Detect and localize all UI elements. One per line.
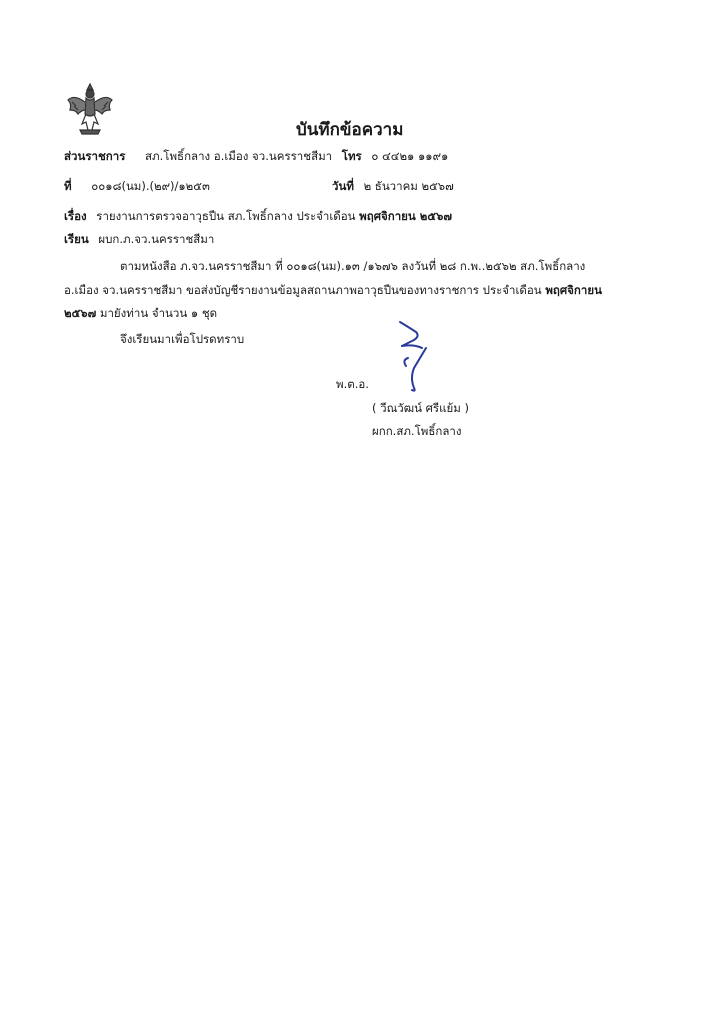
phone-label: โทร (341, 149, 362, 163)
subject-value: รายงานการตรวจอาวุธปืน สภ.โพธิ์กลาง ประจำเดือน (96, 209, 356, 223)
body-line-3-text: มายังท่าน จำนวน ๑ ชุด (99, 306, 218, 320)
body-line-2-text: อ.เมือง จว.นครราชสีมา ขอส่งบัญชีรายงานข้อมูลสถานภาพอาวุธปืนของทางราชการ ประจำเดือน (64, 283, 542, 297)
agency-label: ส่วนราชการ (64, 149, 126, 163)
body-line-2-month: พฤศจิกายน (545, 283, 602, 297)
subject-label: เรื่อง (64, 209, 87, 223)
body-line-3 (64, 305, 217, 321)
to-label: เรียน (64, 232, 89, 246)
memo-title: บันทึกข้อความ (296, 120, 404, 140)
ref-label: ที่ (64, 179, 72, 193)
closing-line: จึงเรียนมาเพื่อโปรดทราบ (120, 332, 245, 346)
body-line-2 (64, 282, 602, 298)
date-value: ๒ ธันวาคม ๒๕๖๗ (363, 179, 454, 193)
subject-month: พฤศจิกายน ๒๕๖๗ (359, 209, 452, 223)
subject-row (64, 208, 452, 224)
body-line-3-year: ๒๕๖๗ (64, 306, 97, 320)
signoff-rank: พ.ต.อ. (336, 377, 369, 391)
phone-value: ๐ ๔๔๒๑ ๑๑๙๑ (371, 149, 449, 163)
body-line-1: ตามหนังสือ ภ.จว.นครราชสีมา ที่ ๐๐๑๘(นม).๑๓ /๑๖๗๖ ลงวันที่ ๒๘ ก.พ..๒๕๖๒ สภ.โพธิ์กลาง (120, 259, 586, 273)
signoff-position: ผกก.สภ.โพธิ์กลาง (372, 424, 462, 438)
to-value: ผบก.ภ.จว.นครราชสีมา (98, 232, 215, 246)
ref-value: ๐๐๑๘(นม).(๒๙)/๑๒๕๓ (91, 179, 210, 193)
date-row (332, 178, 454, 194)
date-label: วันที่ (332, 179, 354, 193)
signoff-name: ( วีณวัฒน์ ศรีแย้ม ) (372, 401, 469, 415)
handwritten-signature (392, 318, 438, 394)
ref-row (64, 178, 210, 194)
to-row (64, 231, 214, 247)
garuda-emblem-icon (64, 80, 116, 136)
agency-value: สภ.โพธิ์กลาง อ.เมือง จว.นครราชสีมา (145, 149, 333, 163)
agency-row (64, 148, 448, 164)
